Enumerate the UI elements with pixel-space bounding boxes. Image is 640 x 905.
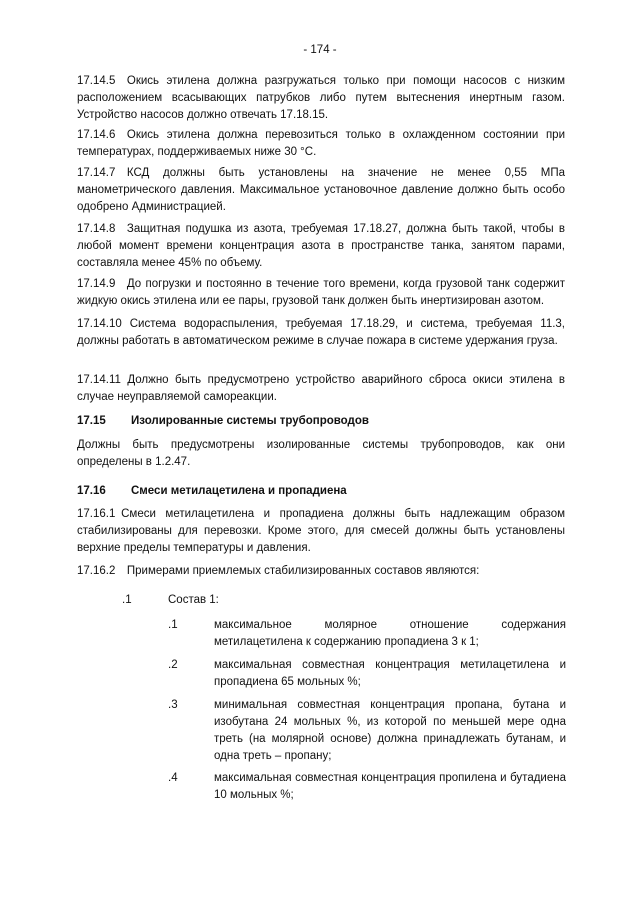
paragraph-17-14-5: 17.14.5 Окись этилена должна разгружаться только при помощи насосов с низким расположением всасывающих патрубков либо путем вытеснения инертным газом. Устройство насосов должно отвечать 17.18.15.	[77, 75, 565, 121]
section-title: Смеси метилацетилена и пропадиена	[131, 485, 347, 497]
section-heading-17-15	[77, 413, 565, 430]
section-heading-17-16	[77, 483, 565, 500]
list-item-marker: .3	[168, 699, 178, 711]
paragraph-17-14-8: 17.14.8 Защитная подушка из азота, требуемая 17.18.27, должна быть такой, чтобы в любой момент времени концентрация азота в пространстве танка, занятом парами, составляла менее 45% по объему.	[77, 223, 565, 269]
composition-label: Состав 1:	[168, 594, 219, 606]
composition-marker: .1	[122, 594, 132, 606]
list-item-text: максимальное молярное отношение содержания метилацетилена к содержанию пропадиена 3 к 1;	[214, 619, 566, 648]
list-item-text: максимальная совместная концентрация пропилена и бутадиена 10 мольных %;	[214, 772, 566, 801]
paragraph-17-14-11: 17.14.11 Должно быть предусмотрено устройство аварийного сброса окиси этилена в случае неуправляемой самореакции.	[77, 374, 565, 403]
paragraph-17-14-6: 17.14.6 Окись этилена должна перевозиться только в охлажденном состоянии при температурах, поддерживаемых ниже 30 °С.	[77, 129, 565, 158]
paragraph-17-14-10: 17.14.10 Система водораспыления, требуемая 17.18.29, и система, требуемая 11.3, должны работать в автоматическом режиме в случае пожара в системе удержания груза.	[77, 318, 565, 347]
section-title: Изолированные системы трубопроводов	[131, 415, 369, 427]
section-number: 17.15	[77, 415, 106, 427]
paragraph-17-16-2: 17.16.2 Примерами приемлемых стабилизированных составов являются:	[77, 565, 480, 577]
paragraph-17-15: Должны быть предусмотрены изолированные системы трубопроводов, как они определены в 1.2.47.	[77, 439, 565, 468]
section-number: 17.16	[77, 485, 106, 497]
paragraph-17-14-7: 17.14.7 КСД должны быть установлены на значение не менее 0,55 МПа манометрического давления. Максимальное установочное давление должно быть особо одобрено Администрацией.	[77, 167, 565, 213]
paragraph-17-16-1: 17.16.1 Смеси метилацетилена и пропадиена должны быть надлежащим образом стабилизированы для перевозки. Кроме этого, для смесей должны быть установлены верхние пределы температуры и давления.	[77, 508, 565, 554]
list-item-marker: .2	[168, 659, 178, 671]
list-item-marker: .4	[168, 772, 178, 784]
list-item-marker: .1	[168, 619, 178, 631]
paragraph-17-14-9: 17.14.9 До погрузки и постоянно в течение того времени, когда грузовой танк содержит жидкую окись этилена или ее пары, грузовой танк должен быть инертизирован азотом.	[77, 278, 565, 307]
list-item-text: максимальная совместная концентрация метилацетилена и пропадиена 65 мольных %;	[214, 659, 566, 688]
list-item-text: минимальная совместная концентрация пропана, бутана и изобутана 24 мольных %, из которой по меньшей мере одна треть (на молярной основе) должна принадлежать бутанам, и одна треть – пропану;	[214, 699, 566, 762]
page-number: - 174 -	[303, 44, 337, 56]
